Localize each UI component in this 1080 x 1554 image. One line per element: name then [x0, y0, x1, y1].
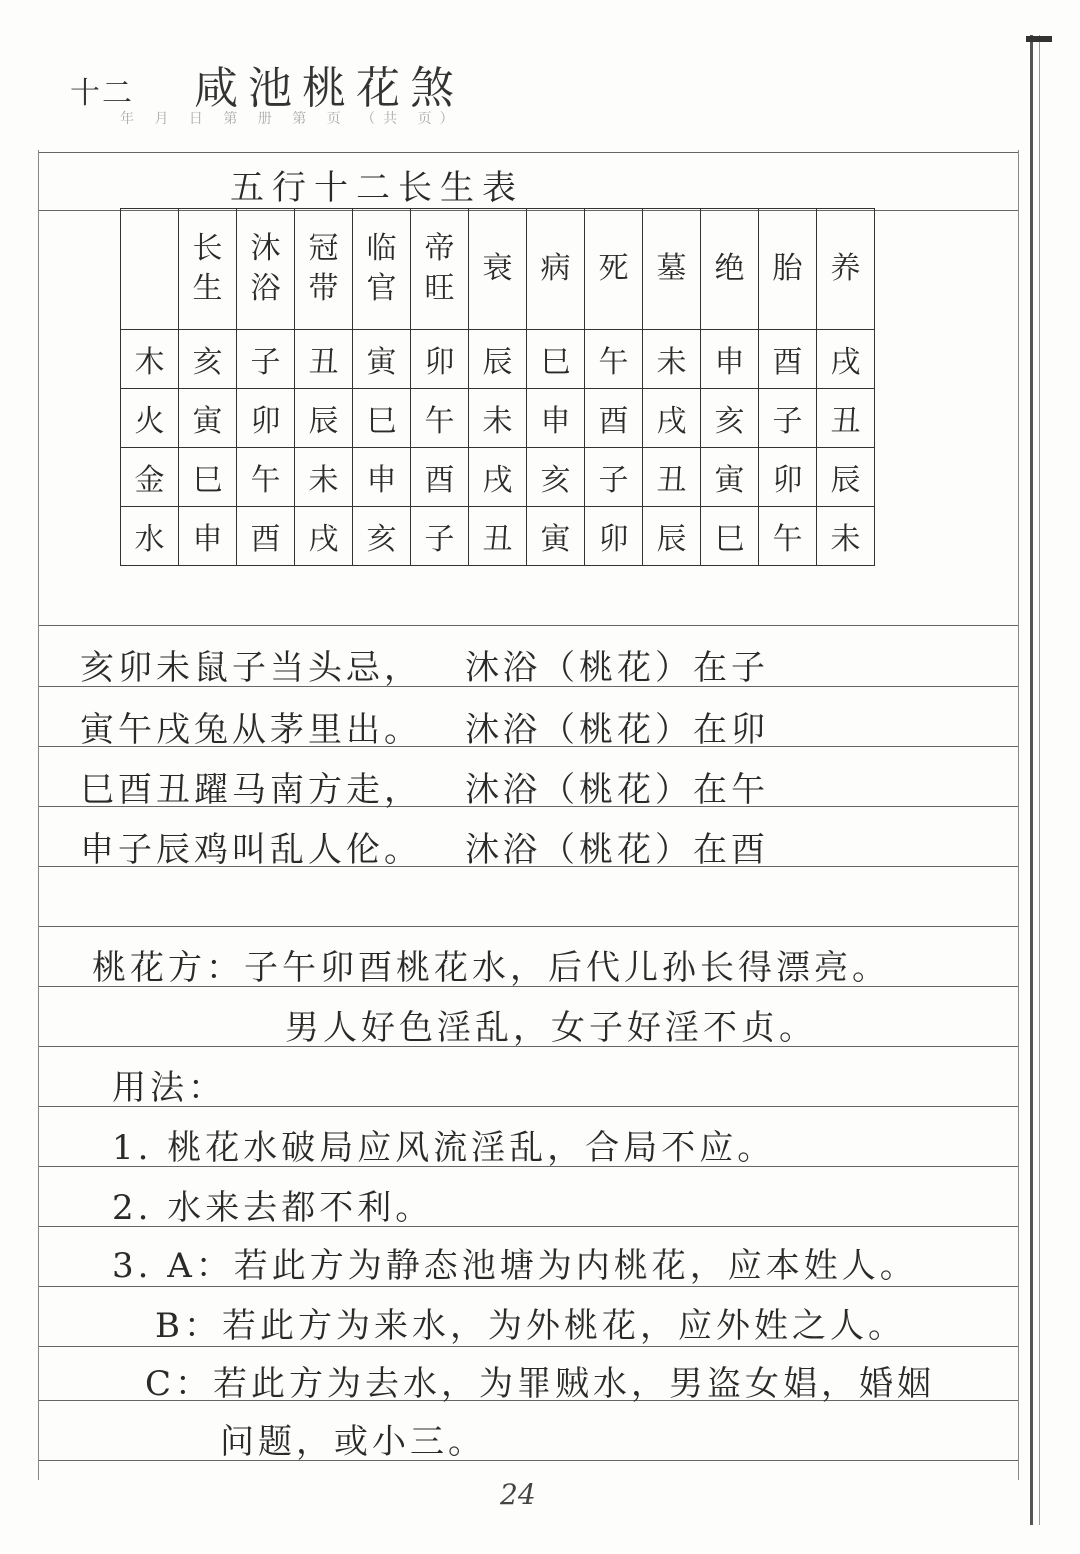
- branch-cell: 酉: [411, 448, 469, 507]
- stage-label: 帝旺: [424, 231, 455, 306]
- table-title: 五行十二长生表: [230, 168, 524, 208]
- left-margin-line: [38, 150, 39, 1480]
- branch-cell: 申: [179, 507, 237, 566]
- verse-line: 申子辰鸡叫乱人伦。: [80, 830, 422, 870]
- corner-cell: [121, 209, 179, 330]
- branch-cell: 亥: [353, 507, 411, 566]
- branch-cell: 丑: [469, 507, 527, 566]
- page-header: [70, 52, 464, 116]
- stage-label: 沐浴: [250, 231, 281, 306]
- ruled-line: [38, 1460, 1018, 1461]
- branch-cell: 亥: [179, 330, 237, 389]
- element-cell: 火: [121, 389, 179, 448]
- branch-cell: 未: [469, 389, 527, 448]
- peach-blossom-line: 男人好色淫乱，女子好淫不贞。: [285, 1008, 817, 1048]
- branch-cell: 酉: [585, 389, 643, 448]
- branch-cell: 巳: [179, 448, 237, 507]
- stage-cell: [179, 209, 237, 330]
- branch-cell: 未: [643, 330, 701, 389]
- verse-line: 亥卯未鼠子当头忌，: [80, 648, 422, 688]
- branch-cell: 亥: [701, 389, 759, 448]
- stage-cell: [411, 209, 469, 330]
- branch-cell: 子: [759, 389, 817, 448]
- branch-cell: 丑: [817, 389, 875, 448]
- verse-line: 寅午戌兔从茅里出。: [80, 710, 422, 750]
- branch-cell: 卯: [759, 448, 817, 507]
- branch-cell: 子: [237, 330, 295, 389]
- changsheng-table: [120, 208, 875, 566]
- stage-cell: [527, 209, 585, 330]
- branch-cell: 戌: [469, 448, 527, 507]
- verse-line: 巳酉丑躍马南方走，: [80, 770, 422, 810]
- ruled-line: [38, 625, 1018, 626]
- table-row-metal: [121, 448, 875, 507]
- stage-cell: [585, 209, 643, 330]
- table-header-row: [121, 209, 875, 330]
- branch-cell: 辰: [643, 507, 701, 566]
- right-margin-line: [1018, 150, 1019, 1480]
- element-cell: 木: [121, 330, 179, 389]
- stage-label: 胎: [772, 251, 803, 286]
- stage-cell: [759, 209, 817, 330]
- branch-cell: 寅: [527, 507, 585, 566]
- branch-cell: 午: [759, 507, 817, 566]
- stage-label: 病: [540, 251, 571, 286]
- stage-label: 绝: [714, 251, 745, 286]
- branch-cell: 午: [237, 448, 295, 507]
- branch-cell: 丑: [295, 330, 353, 389]
- stage-cell: [643, 209, 701, 330]
- verse-note: 沐浴（桃花）在午: [465, 770, 769, 810]
- branch-cell: 未: [295, 448, 353, 507]
- branch-cell: 辰: [469, 330, 527, 389]
- branch-cell: 寅: [179, 389, 237, 448]
- branch-cell: 申: [353, 448, 411, 507]
- page-number: 24: [500, 1478, 536, 1511]
- usage-item: C：若此方为去水，为罪贼水，男盗女娼，婚姻: [145, 1364, 936, 1404]
- branch-cell: 申: [701, 330, 759, 389]
- branch-cell: 戌: [643, 389, 701, 448]
- section-title: 咸池桃花煞: [194, 63, 464, 114]
- branch-cell: 子: [411, 507, 469, 566]
- printed-header-line: 年 月 日 第 册 第 页 （共 页）: [120, 111, 462, 127]
- stage-label: 墓: [656, 251, 687, 286]
- ruled-line: [38, 926, 1018, 927]
- branch-cell: 丑: [643, 448, 701, 507]
- stage-cell: [701, 209, 759, 330]
- branch-cell: 巳: [353, 389, 411, 448]
- branch-cell: 戌: [817, 330, 875, 389]
- branch-cell: 酉: [759, 330, 817, 389]
- branch-cell: 卯: [237, 389, 295, 448]
- branch-cell: 寅: [701, 448, 759, 507]
- verse-note: 沐浴（桃花）在卯: [465, 710, 769, 750]
- usage-heading: 用法：: [112, 1068, 226, 1108]
- element-cell: 水: [121, 507, 179, 566]
- branch-cell: 巳: [527, 330, 585, 389]
- section-number: 十二: [70, 76, 134, 111]
- branch-cell: 亥: [527, 448, 585, 507]
- stage-label: 冠带: [308, 231, 339, 306]
- verse-note: 沐浴（桃花）在酉: [465, 830, 769, 870]
- usage-item: 3. A：若此方为静态池塘为内桃花，应本姓人。: [112, 1246, 918, 1286]
- element-cell: 金: [121, 448, 179, 507]
- stage-cell: [353, 209, 411, 330]
- branch-cell: 申: [527, 389, 585, 448]
- peach-blossom-line: 桃花方：子午卯酉桃花水，后代儿孙长得漂亮。: [92, 948, 890, 988]
- usage-item: 问题，或小三。: [220, 1422, 486, 1462]
- branch-cell: 午: [585, 330, 643, 389]
- stage-cell: [817, 209, 875, 330]
- branch-cell: 戌: [295, 507, 353, 566]
- table-row-fire: [121, 389, 875, 448]
- branch-cell: 卯: [585, 507, 643, 566]
- table-row-water: [121, 507, 875, 566]
- branch-cell: 辰: [295, 389, 353, 448]
- branch-cell: 子: [585, 448, 643, 507]
- branch-cell: 寅: [353, 330, 411, 389]
- binding-edge: [1030, 35, 1040, 1525]
- stage-label: 养: [830, 251, 861, 286]
- branch-cell: 卯: [411, 330, 469, 389]
- stage-label: 死: [598, 251, 629, 286]
- branch-cell: 酉: [237, 507, 295, 566]
- usage-item: B：若此方为来水，为外桃花，应外姓之人。: [155, 1306, 906, 1346]
- stage-label: 长生: [192, 231, 223, 306]
- binding-clip: [1026, 36, 1052, 42]
- branch-cell: 午: [411, 389, 469, 448]
- stage-label: 衰: [482, 251, 513, 286]
- branch-cell: 未: [817, 507, 875, 566]
- usage-item: 1. 桃花水破局应风流淫乱，合局不应。: [112, 1128, 776, 1168]
- usage-item: 2. 水来去都不利。: [112, 1188, 434, 1228]
- verse-note: 沐浴（桃花）在子: [465, 648, 769, 688]
- stage-cell: [295, 209, 353, 330]
- branch-cell: 辰: [817, 448, 875, 507]
- stage-cell: [237, 209, 295, 330]
- table-row-wood: [121, 330, 875, 389]
- stage-cell: [469, 209, 527, 330]
- stage-label: 临官: [366, 231, 397, 306]
- ruled-line: [38, 152, 1018, 153]
- branch-cell: 巳: [701, 507, 759, 566]
